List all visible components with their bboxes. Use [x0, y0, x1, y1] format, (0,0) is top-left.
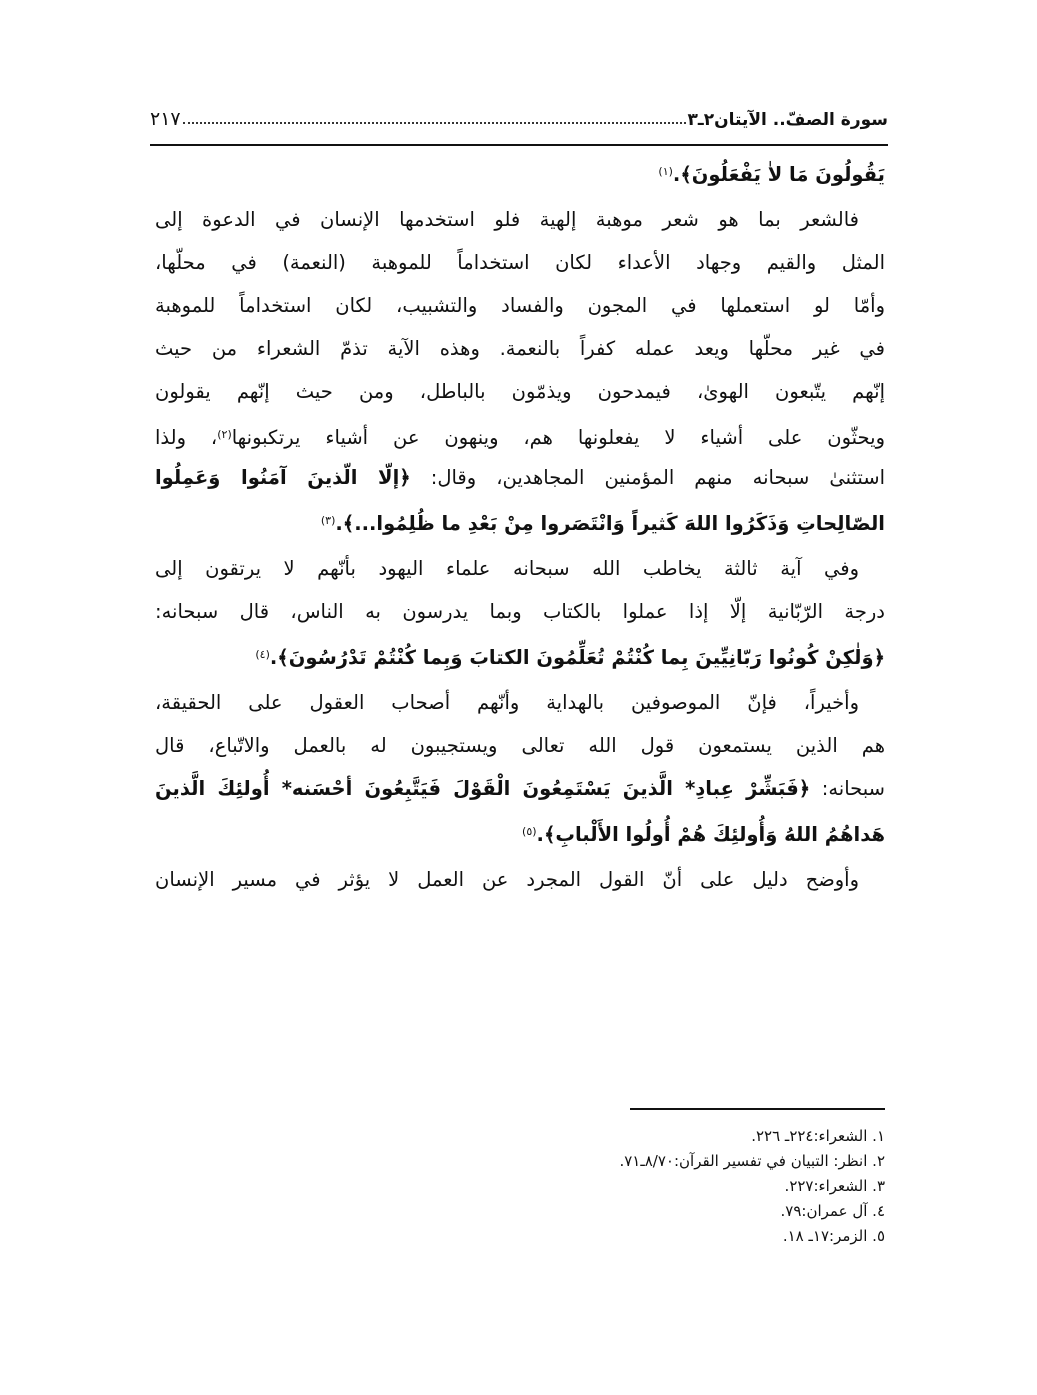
text-line	[155, 858, 885, 901]
text: درجة الرّبّانية إلّا إذا عملوا بالكتاب وبما يدرسون به الناس، قال سبحانه:	[155, 600, 885, 623]
footnote-ref: (٥)	[522, 825, 537, 838]
text: في غير محلّها ويعد عمله كفراً بالنعمة. وهذه الآية تذمّ الشعراء من حيث	[155, 337, 885, 360]
footnote: ٢. انظر: التبيان في تفسير القرآن:٨/٧٠ـ٧١.	[619, 1152, 885, 1170]
text-line	[155, 284, 885, 327]
text-line	[155, 150, 885, 193]
text: إنّهم يتّبعون الهوىٰ، فيمدحون ويذمّون بالباطل، ومن حيث إنّهم يقولون	[155, 380, 885, 403]
quran-verse: الصّالِحاتِ وَذَكَرُوا اللهَ كَثيراً وَانْتَصَروا مِنْ بَعْدِ ما ظُلِمُوا...﴾.	[335, 512, 885, 535]
text-line	[155, 547, 885, 590]
footnote-ref: (١)	[658, 165, 673, 178]
quran-verse: ﴿وَلٰكِنْ كُونُوا رَبّانِيِّينَ بِما كُنْتُمْ تُعَلِّمُونَ الكتابَ وَبِما كُنْتُمْ تَدْرُسُونَ﴾.	[269, 646, 885, 669]
quran-verse: ﴿فَبَشِّرْ عِبادِ* الَّذينَ يَسْتَمِعُونَ الْقَوْلَ فَيَتَّبِعُونَ أحْسَنه* أُولئِكَ الَّذينَ	[155, 777, 811, 800]
footnote-ref: (٢)	[217, 428, 232, 441]
text: وأمّا لو استعملها في المجون والفساد والتشبيب، لكان استخداماً للموهبة	[155, 294, 885, 317]
running-header	[150, 100, 888, 130]
text-line	[155, 327, 885, 370]
footnote: ٣. الشعراء:٢٢٧.	[784, 1177, 885, 1195]
text: وأوضح دليل على أنّ القول المجرد عن العمل لا يؤثر في مسير الإنسان	[155, 868, 859, 891]
footnote-rule	[630, 1108, 885, 1110]
text: استثنىٰ سبحانه منهم المؤمنين المجاهدين، وقال:	[410, 466, 885, 489]
text: سبحانه:	[810, 777, 885, 800]
footnote-ref: (٤)	[255, 648, 270, 661]
text-line	[155, 767, 885, 810]
quran-verse: يَقُولُونَ مَا لاٰ يَفْعَلُونَ﴾.	[672, 163, 885, 186]
text-line	[155, 810, 885, 853]
text-line	[155, 456, 885, 499]
text-line	[155, 633, 885, 676]
footnote: ١. الشعراء:٢٢٤ـ ٢٢٦.	[751, 1127, 885, 1145]
text: ويحثّون على أشياء لا يفعلونها هم، وينهون عن أشياء يرتكبونها	[231, 426, 885, 449]
text: وأخيراً، فإنّ الموصوفين بالهداية وأنّهم أصحاب العقول على الحقيقة،	[155, 691, 859, 714]
text-line	[155, 198, 885, 241]
text-line	[155, 590, 885, 633]
text-line	[155, 370, 885, 413]
text-line	[155, 724, 885, 767]
text-line	[155, 241, 885, 284]
text: المثل والقيم وجهاد الأعداء لكان استخداماً للموهبة (النعمة) في محلّها،	[155, 251, 885, 274]
quran-verse: ﴿إلّا الّذينَ آمَنُوا وَعَمِلُوا	[155, 466, 411, 489]
page-number: ٢١٧	[150, 108, 181, 130]
footnotes	[500, 1124, 885, 1249]
main-text	[155, 150, 885, 901]
footnote: ٤. آل عمران:٧٩.	[780, 1202, 885, 1220]
quran-verse: هَداهُمُ اللهُ وَأُولئِكَ هُمْ أُولُوا الأَلْبابِ﴾.	[536, 823, 885, 846]
footnote: ٥. الزمر:١٧ـ ١٨.	[782, 1227, 885, 1245]
text: فالشعر بما هو شعر موهبة إلهية فلو استخدمها الإنسان في الدعوة إلى	[155, 208, 859, 231]
text-line	[155, 413, 885, 456]
text: وفي آية ثالثة يخاطب الله سبحانه علماء اليهود بأنّهم لا يرتقون إلى	[155, 557, 859, 580]
header-title: سورة الصفّ.. الآيتان٢ـ٣	[687, 110, 888, 130]
text: هم الذين يستمعون قول الله تعالى ويستجيبون له بالعمل والاتّباع، قال	[155, 734, 885, 757]
text: ، ولذا	[155, 426, 218, 449]
header-leader-dots	[183, 122, 686, 124]
footnote-ref: (٣)	[320, 514, 336, 527]
text-line	[155, 681, 885, 724]
text-line	[155, 499, 885, 542]
header-rule	[150, 144, 888, 146]
